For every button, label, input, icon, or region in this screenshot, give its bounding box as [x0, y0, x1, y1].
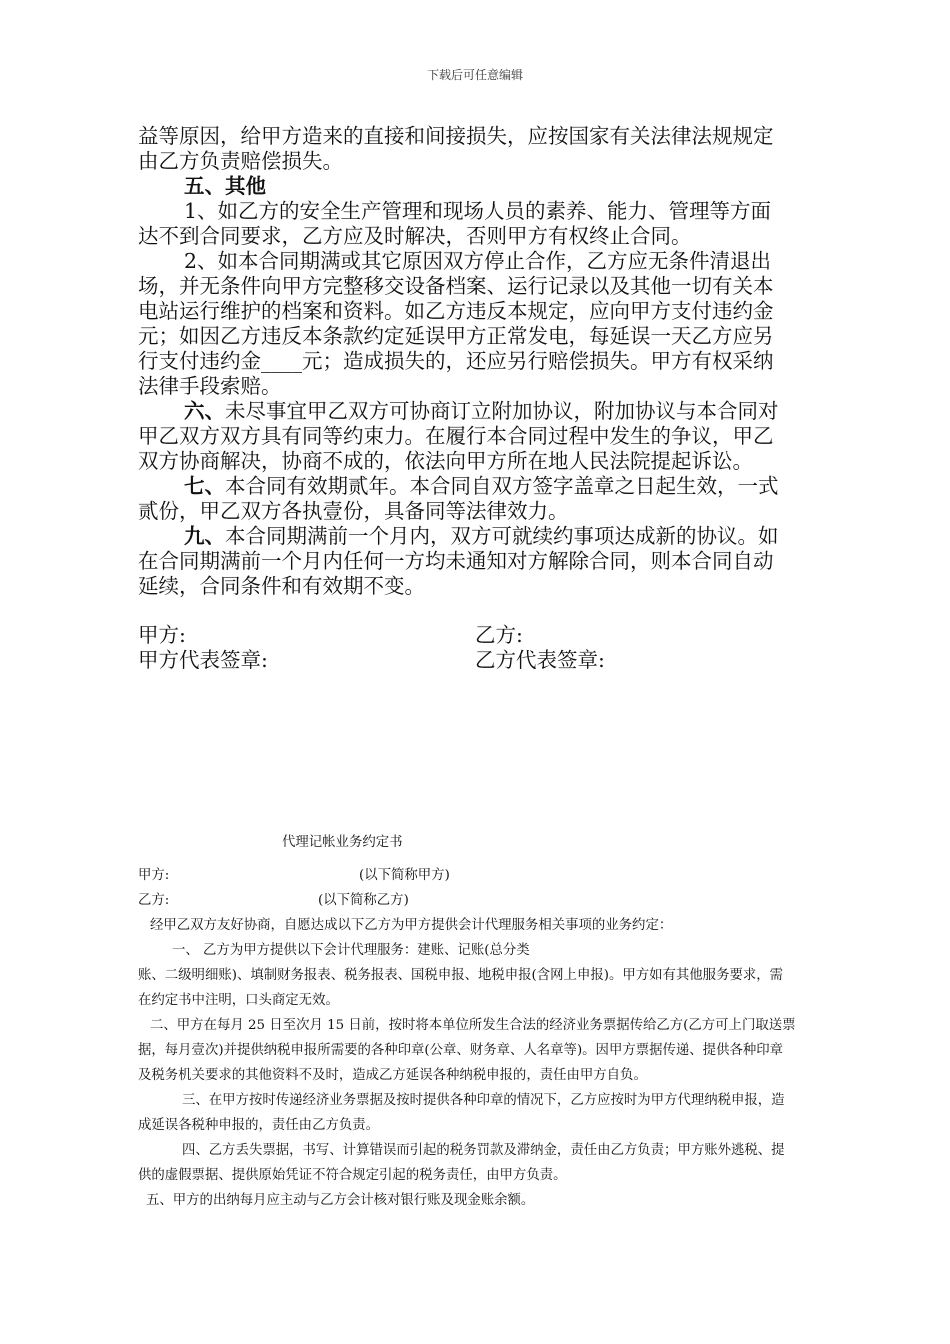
contract-line [138, 199, 884, 224]
contract-line [138, 549, 838, 574]
contract-line [138, 374, 838, 399]
agreement-line: 成延误各税种申报的，责任由乙方负责。 [138, 1118, 380, 1133]
agreement-line: 二、甲方在每月 25 日至次月 15 日前，按时将本单位所发生合法的经济业务票据传给乙方(乙方可上门取送票 [150, 1018, 796, 1033]
contract-line-text: 未尽事宜甲乙双方可协商订立附加协议，附加协议与本合同对 [225, 399, 779, 423]
party-a-label: 甲方: [138, 623, 186, 647]
contract-line [138, 149, 838, 174]
contract-line [138, 449, 838, 474]
contract-line [138, 174, 884, 199]
agreement-line: 及税务机关要求的其他资料不及时，造成乙方延误各种纳税申报的，责任由甲方自负。 [138, 1068, 647, 1083]
contract-line-text: 益等原因，给甲方造来的直接和间接损失，应按国家有关法律法规规定 [138, 124, 774, 148]
clause-heading: 九、 [184, 524, 225, 548]
agreement-party-a-note: (以下简称甲方) [359, 868, 450, 883]
contract-line [138, 524, 884, 549]
contract-line-text: 法律手段索赔。 [138, 374, 282, 398]
clause-heading: 六、 [184, 399, 225, 423]
contract-line [138, 249, 884, 274]
contract-line-text: 元；如因乙方违反本条款约定延误甲方正常发电，每延误一天乙方应另 [138, 324, 774, 348]
agreement-line: 五、甲方的出纳每月应主动与乙方会计核对银行账及现金账余额。 [146, 1193, 535, 1208]
contract-line-text: 贰份，甲乙双方各执壹份，具备同等法律效力。 [138, 499, 569, 523]
contract-line-text: 延续，合同条件和有效期不变。 [138, 574, 425, 598]
contract-line-text: 双方协商解决，协商不成的，依法向甲方所在地人民法院提起诉讼。 [138, 449, 753, 473]
party-b-signature-label: 乙方代表签章: [475, 648, 605, 672]
contract-line-text: 场，并无条件向甲方完整移交设备档案、运行记录以及其他一切有关本 [138, 274, 774, 298]
contract-line-text: 本合同有效期贰年。本合同自双方签字盖章之日起生效，一式 [225, 474, 779, 498]
contract-line-text: 本合同期满前一个月内，双方可就续约事项达成新的协议。如 [225, 524, 779, 548]
agreement-line: 四、乙方丢失票据，书写、计算错误而引起的税务罚款及滞纳金，责任由乙方负责；甲方账外逃税、提 [182, 1143, 785, 1158]
contract-line-text: 2、如本合同期满或其它原因双方停止合作，乙方应无条件清退出 [184, 249, 772, 273]
party-a-signature-label: 甲方代表签章: [138, 648, 268, 672]
contract-line-text: 在合同期满前一个月内任何一方均未通知对方解除合同，则本合同自动 [138, 549, 774, 573]
contract-line [138, 274, 838, 299]
agreement-line: 经甲乙双方友好协商，自愿达成以下乙方为甲方提供会计代理服务相关事项的业务约定： [150, 918, 673, 933]
contract-line [138, 224, 838, 249]
contract-line [138, 349, 838, 374]
agreement-line: 据，每月壹次)并提供纳税申报所需要的各种印章(公章、财务章、人名章等)。因甲方票据传递、提供各种印章 [138, 1043, 784, 1058]
contract-line [138, 299, 838, 324]
clause-heading: 五、其他 [184, 174, 266, 198]
agreement-line: 三、在甲方按时传递经济业务票据及按时提供各种印章的情况下，乙方应按时为甲方代理纳税申报，造 [182, 1093, 785, 1108]
contract-line [138, 474, 884, 499]
agreement-title: 代理记帐业务约定书 [282, 835, 403, 850]
contract-line [138, 499, 838, 524]
contract-line-text: 甲乙双方双方具有同等约束力。在履行本合同过程中发生的争议，甲乙 [138, 424, 774, 448]
page-header: 下载后可任意编辑 [426, 68, 523, 82]
contract-line [138, 324, 838, 349]
contract-line [138, 574, 838, 599]
contract-line [138, 124, 838, 149]
clause-heading: 七、 [184, 474, 225, 498]
contract-line [138, 424, 838, 449]
agreement-party-a: 甲方: [138, 868, 170, 883]
party-b-label: 乙方: [475, 623, 523, 647]
agreement-line: 账、二级明细账)、填制财务报表、税务报表、国税申报、地税申报(含网上申报)。甲方如有其他服务要求，需 [138, 968, 784, 983]
contract-line-text: 1、如乙方的安全生产管理和现场人员的素养、能力、管理等方面 [184, 199, 772, 223]
agreement-line: 一、 乙方为甲方提供以下会计代理服务：建账、记账(总分类 [172, 943, 530, 958]
contract-line-text: 由乙方负责赔偿损失。 [138, 149, 343, 173]
agreement-line: 供的虚假票据、提供原始凭证不符合规定引起的税务责任，由甲方负责。 [138, 1168, 567, 1183]
contract-line-text: 达不到合同要求，乙方应及时解决，否则甲方有权终止合同。 [138, 224, 692, 248]
contract-line-text: 行支付违约金____元；造成损失的，还应另行赔偿损失。甲方有权采纳 [138, 349, 774, 373]
agreement-line: 在约定书中注明，口头商定无效。 [138, 993, 339, 1008]
contract-line-text: 电站运行维护的档案和资料。如乙方违反本规定，应向甲方支付违约金 [138, 299, 774, 323]
agreement-party-b: 乙方: [138, 893, 170, 908]
contract-line [138, 399, 884, 424]
agreement-party-b-note: (以下简称乙方) [318, 893, 409, 908]
